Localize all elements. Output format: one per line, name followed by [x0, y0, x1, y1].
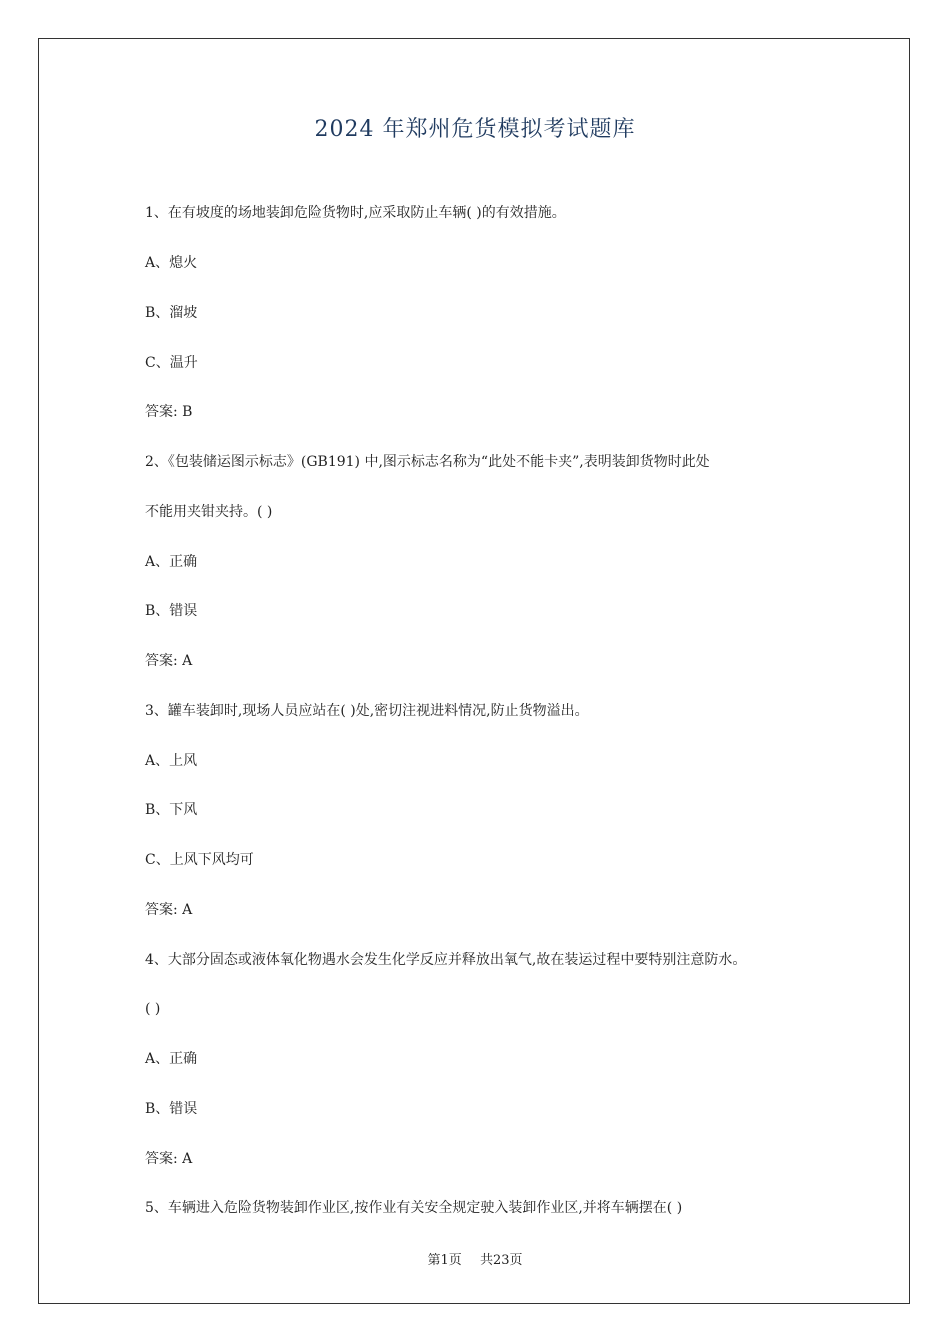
- question-5-stem: 5、车辆进入危险货物装卸作业区,按作业有关安全规定驶入装卸作业区,并将车辆摆在( ): [145, 1200, 683, 1216]
- question-1-option-a: A、熄火: [145, 255, 198, 271]
- question-2-stem-line-1: 2、《包装储运图示标志》(GB191) 中,图示标志名称为“此处不能卡夹”,表明装卸货物时此处: [145, 454, 710, 470]
- question-3-stem: 3、罐车装卸时,现场人员应站在( )处,密切注视进料情况,防止货物溢出。: [145, 703, 589, 719]
- page-total: 共23页: [479, 1253, 523, 1268]
- question-2-option-b: B、错误: [145, 603, 198, 619]
- question-4-option-b: B、错误: [145, 1101, 198, 1117]
- question-4-answer: 答案: A: [145, 1151, 193, 1167]
- question-3-option-a: A、上风: [145, 753, 198, 769]
- question-4-stem-line-2: ( ): [145, 1001, 161, 1017]
- question-3-option-b: B、下风: [145, 802, 198, 818]
- question-2-stem-line-2: 不能用夹钳夹持。( ): [145, 504, 273, 520]
- question-1-stem: 1、在有坡度的场地装卸危险货物时,应采取防止车辆( )的有效措施。: [145, 205, 566, 221]
- page-footer: [0, 1249, 950, 1268]
- question-2-answer: 答案: A: [145, 653, 193, 669]
- question-2-option-a: A、正确: [145, 554, 198, 570]
- document-title: 2024 年郑州危货模拟考试题库: [314, 117, 636, 142]
- question-3-option-c: C、上风下风均可: [145, 852, 254, 868]
- question-1-answer: 答案: B: [145, 404, 193, 420]
- question-3-answer: 答案: A: [145, 902, 193, 918]
- question-4-stem-line-1: 4、大部分固态或液体氧化物遇水会发生化学反应并释放出氧气,故在装运过程中要特别注意防水。: [145, 952, 747, 968]
- question-1-option-b: B、溜坡: [145, 305, 198, 321]
- question-4-option-a: A、正确: [145, 1051, 198, 1067]
- question-1-option-c: C、温升: [145, 355, 198, 371]
- page-number: 第1页: [427, 1253, 462, 1268]
